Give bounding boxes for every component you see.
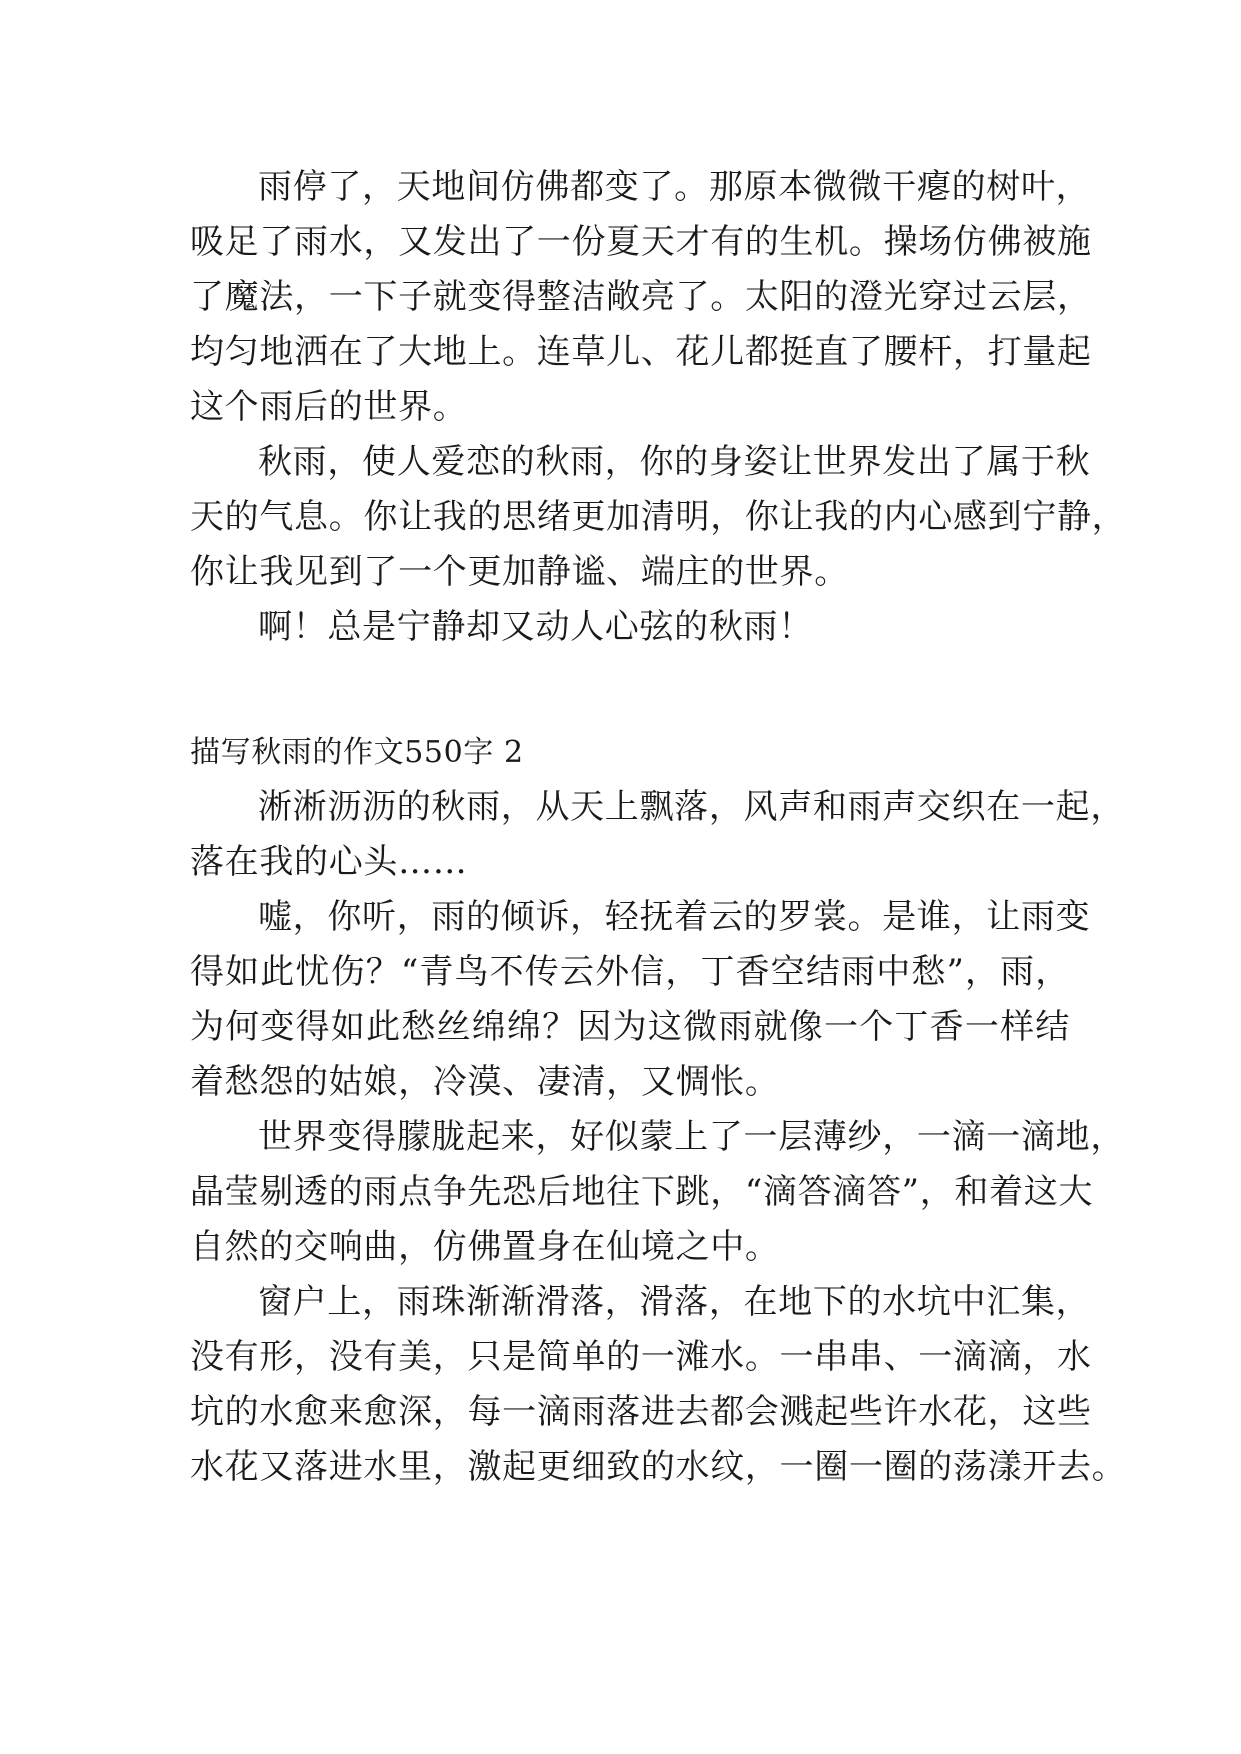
- text-line: 水花又落进水里，激起更细致的水纹，一圈一圈的荡漾开去。: [190, 1447, 1127, 1487]
- text-line: 你让我见到了一个更加静谧、端庄的世界。: [190, 552, 849, 592]
- text-line: 均匀地洒在了大地上。连草儿、花儿都挺直了腰杆，打量起: [190, 332, 1092, 372]
- text-line: 晶莹剔透的雨点争先恐后地往下跳，“滴答滴答”，和着这大: [190, 1172, 1094, 1212]
- paragraph: [190, 1275, 1127, 1495]
- text-line: 嘘，你听，雨的倾诉，轻抚着云的罗裳。是谁，让雨变: [258, 897, 1091, 937]
- text-line: 落在我的心头……: [190, 842, 468, 882]
- paragraph: [190, 435, 1127, 600]
- text-line: 天的气息。你让我的思绪更加清明，你让我的内心感到宁静，: [190, 497, 1127, 537]
- paragraph: [190, 1110, 1125, 1275]
- text-line: 雨停了，天地间仿佛都变了。那原本微微干瘪的树叶，: [258, 167, 1091, 207]
- text-line: 窗户上，雨珠渐渐滑落，滑落，在地下的水坑中汇集，: [258, 1282, 1091, 1322]
- text-line: 淅淅沥沥的秋雨，从天上飘落，风声和雨声交织在一起，: [258, 787, 1125, 827]
- text-line: 着愁怨的姑娘，冷漠、凄清，又惆怅。: [190, 1062, 780, 1102]
- text-line: 坑的水愈来愈深，每一滴雨落进去都会溅起些许水花，这些: [190, 1392, 1092, 1432]
- text-line: 这个雨后的世界。: [190, 387, 468, 427]
- paragraph: [190, 890, 1091, 1110]
- text-line: 没有形，没有美，只是简单的一滩水。一串串、一滴滴，水: [190, 1337, 1092, 1377]
- text-line: 为何变得如此愁丝绵绵？因为这微雨就像一个丁香一样结: [190, 1007, 1070, 1047]
- text-line: 得如此忧伤？“青鸟不传云外信，丁香空结雨中愁”，雨，: [190, 952, 1070, 992]
- text-line: 吸足了雨水，又发出了一份夏天才有的生机。操场仿佛被施: [190, 222, 1092, 262]
- text-line: 秋雨，使人爱恋的秋雨，你的身姿让世界发出了属于秋: [258, 442, 1091, 482]
- section-gap: [190, 655, 1070, 725]
- text-line: 啊！总是宁静却又动人心弦的秋雨！: [258, 607, 813, 647]
- text-line: 自然的交响曲，仿佛置身在仙境之中。: [190, 1227, 780, 1267]
- text-line: 世界变得朦胧起来，好似蒙上了一层薄纱，一滴一滴地，: [258, 1117, 1125, 1157]
- paragraph: [190, 780, 1125, 890]
- text-line: 了魔法，一下子就变得整洁敞亮了。太阳的澄光穿过云层，: [190, 277, 1092, 317]
- document-body: [190, 160, 1127, 1495]
- paragraph: [190, 600, 1070, 655]
- section-heading: 描写秋雨的作文550字 2: [190, 735, 524, 770]
- paragraph: [190, 160, 1092, 435]
